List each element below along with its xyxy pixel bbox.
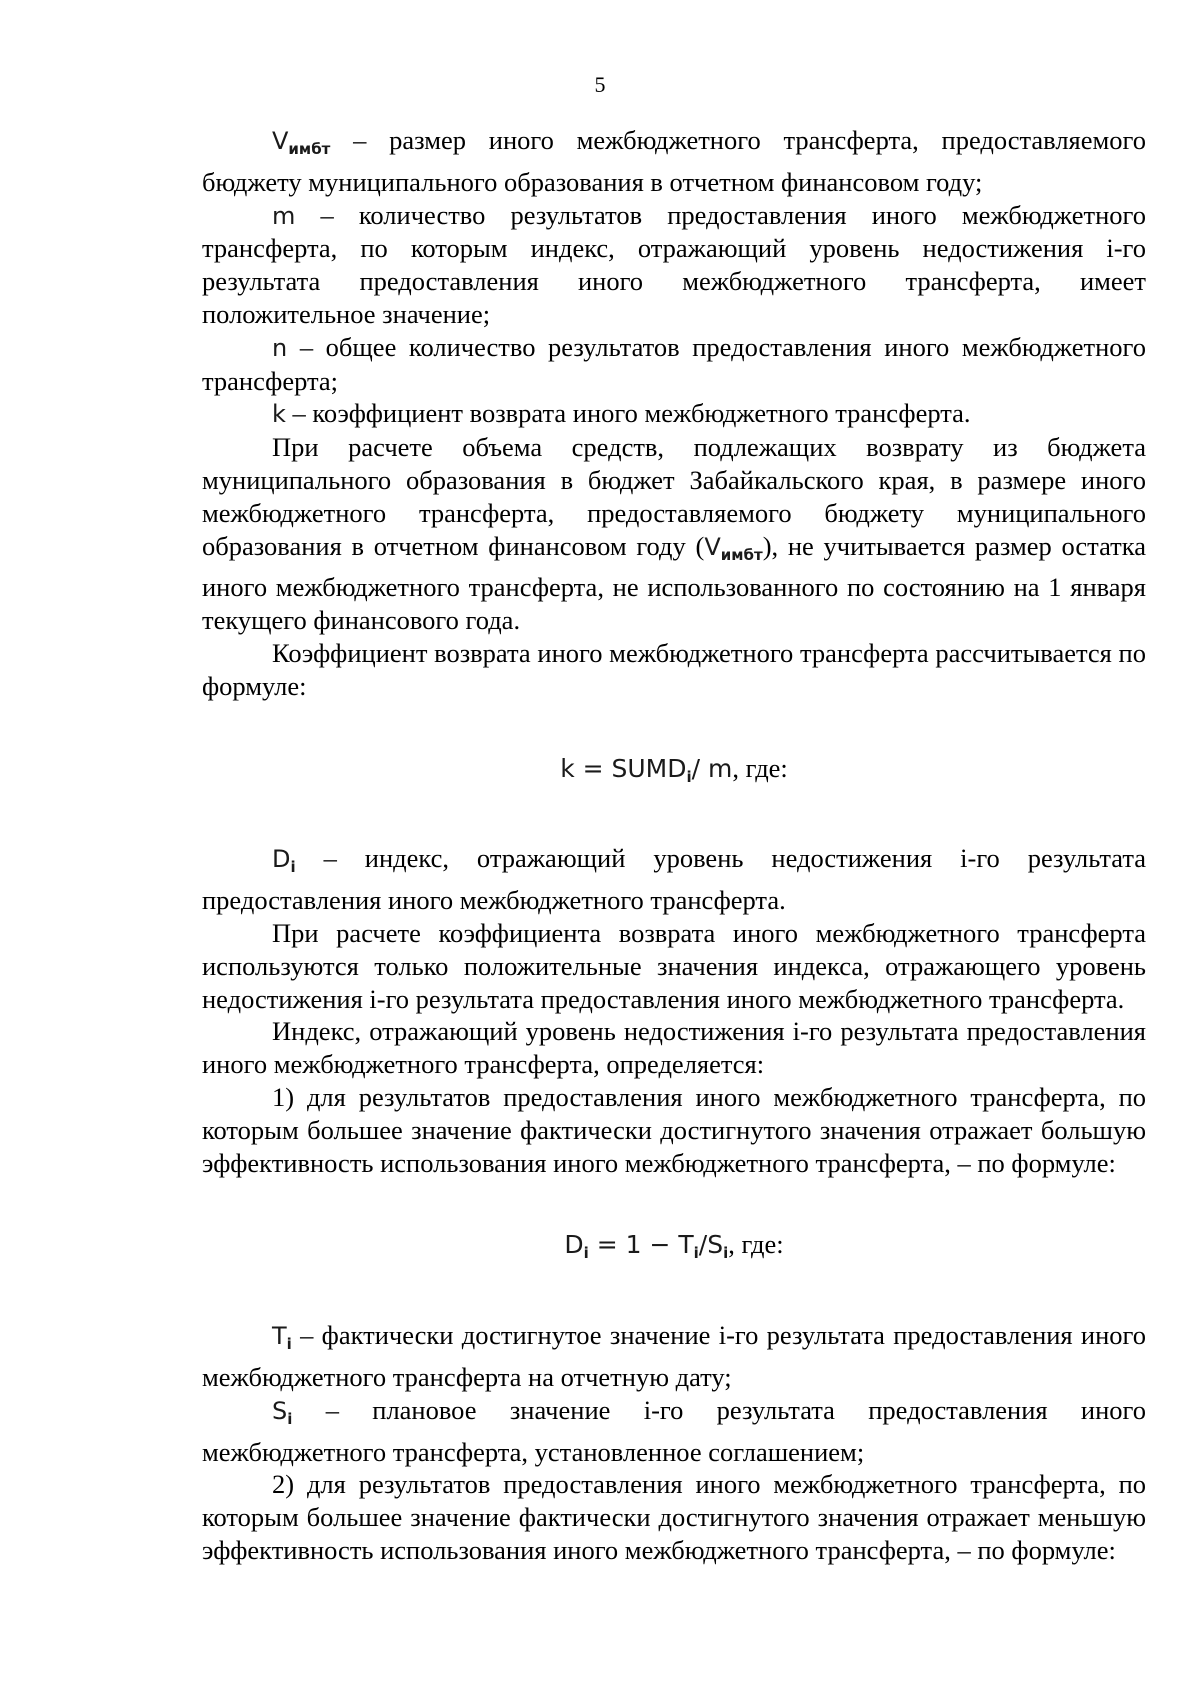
paragraph-s-definition: $S_i$ – плановое значение i-го результата предоставления иного межбюджетного трансферта, установленное соглашением; [202, 1394, 1146, 1467]
paragraph-positive-values: При расчете коэффициента возврата иного межбюджетного трансферта используются только положительные значения индекса, отражающего уровень недостижения i-го результата предоставления иного межбюджетного трансферта. [202, 917, 1146, 1014]
symbol-v: $V_{имбт}$ [704, 532, 763, 564]
symbol-k: k [272, 400, 286, 429]
paragraph-v-imbt-definition: $V_{имбт}$ – размер иного межбюджетного трансферта, предоставляемого бюджету муниципального образования в отчетном финансовом году; [202, 125, 1146, 197]
paragraph-d-definition: $D_i$ – индекс, отражающий уровень недостижения i-го результата предоставления иного межбюджетного трансферта. [202, 843, 1146, 916]
paragraph-t-definition: $T_i$ – фактически достигнутое значение i-го результата предоставления иного межбюджетного трансферта на отчетную дату; [202, 1320, 1146, 1392]
page-number: 5 [594, 72, 606, 97]
paragraph-index-determined: Индекс, отражающий уровень недостижения i-го результата предоставления иного межбюджетного трансферта, определяется: [202, 1016, 1146, 1080]
paragraph-k-definition: k – коэффициент возврата иного межбюджетного трансферта. [272, 398, 971, 429]
symbol-t: $T_i$ [272, 1322, 292, 1354]
symbol-n: n [272, 333, 288, 362]
paragraph-case-2: 2) для результатов предоставления иного межбюджетного трансферта, по которым большее значение фактически достигнутого значения отражает меньшую эффективность использования иного межбюджетного трансферта, – по формуле: [202, 1469, 1146, 1565]
formula-index-d: $D_i = 1 - T_i/S_i$, где: [564, 1229, 784, 1263]
document-body [202, 124, 1146, 1567]
symbol-s: $S_i$ [272, 1396, 293, 1428]
paragraph-m-definition: m – количество результатов предоставления иного межбюджетного трансферта, по которым индекс, отражающий уровень недостижения i-го результата предоставления иного межбюджетного трансферта, имеет положительное значение; [202, 199, 1146, 329]
symbol-m: m [272, 201, 296, 230]
paragraph-volume-calculation: При расчете объема средств, подлежащих возврату из бюджета муниципального образования в бюджет Забайкальского края, в размере иного межбюджетного трансферта, предоставляемого бюджету муниципального образования в отчетном финансовом году $(V_{имбт})$, не учитывается размер остатка иного межбюджетного трансферта, не использованного по состоянию на 1 января текущего финансового года. [202, 432, 1146, 636]
paragraph-coefficient-intro: Коэффициент возврата иного межбюджетного трансферта рассчитывается по формуле: [202, 637, 1146, 701]
paragraph-case-1: 1) для результатов предоставления иного межбюджетного трансферта, по которым большее значение фактически достигнутого значения отражает большую эффективность использования иного межбюджетного трансферта, – по формуле: [202, 1081, 1146, 1178]
paragraph-n-definition: n – общее количество результатов предоставления иного межбюджетного трансферта; [202, 331, 1146, 396]
symbol-d: $D_i$ [272, 845, 296, 877]
formula-coefficient: $k = SUMD_i/$ m, где: [560, 752, 788, 786]
symbol-v: $V_{имбт}$ [272, 127, 331, 158]
